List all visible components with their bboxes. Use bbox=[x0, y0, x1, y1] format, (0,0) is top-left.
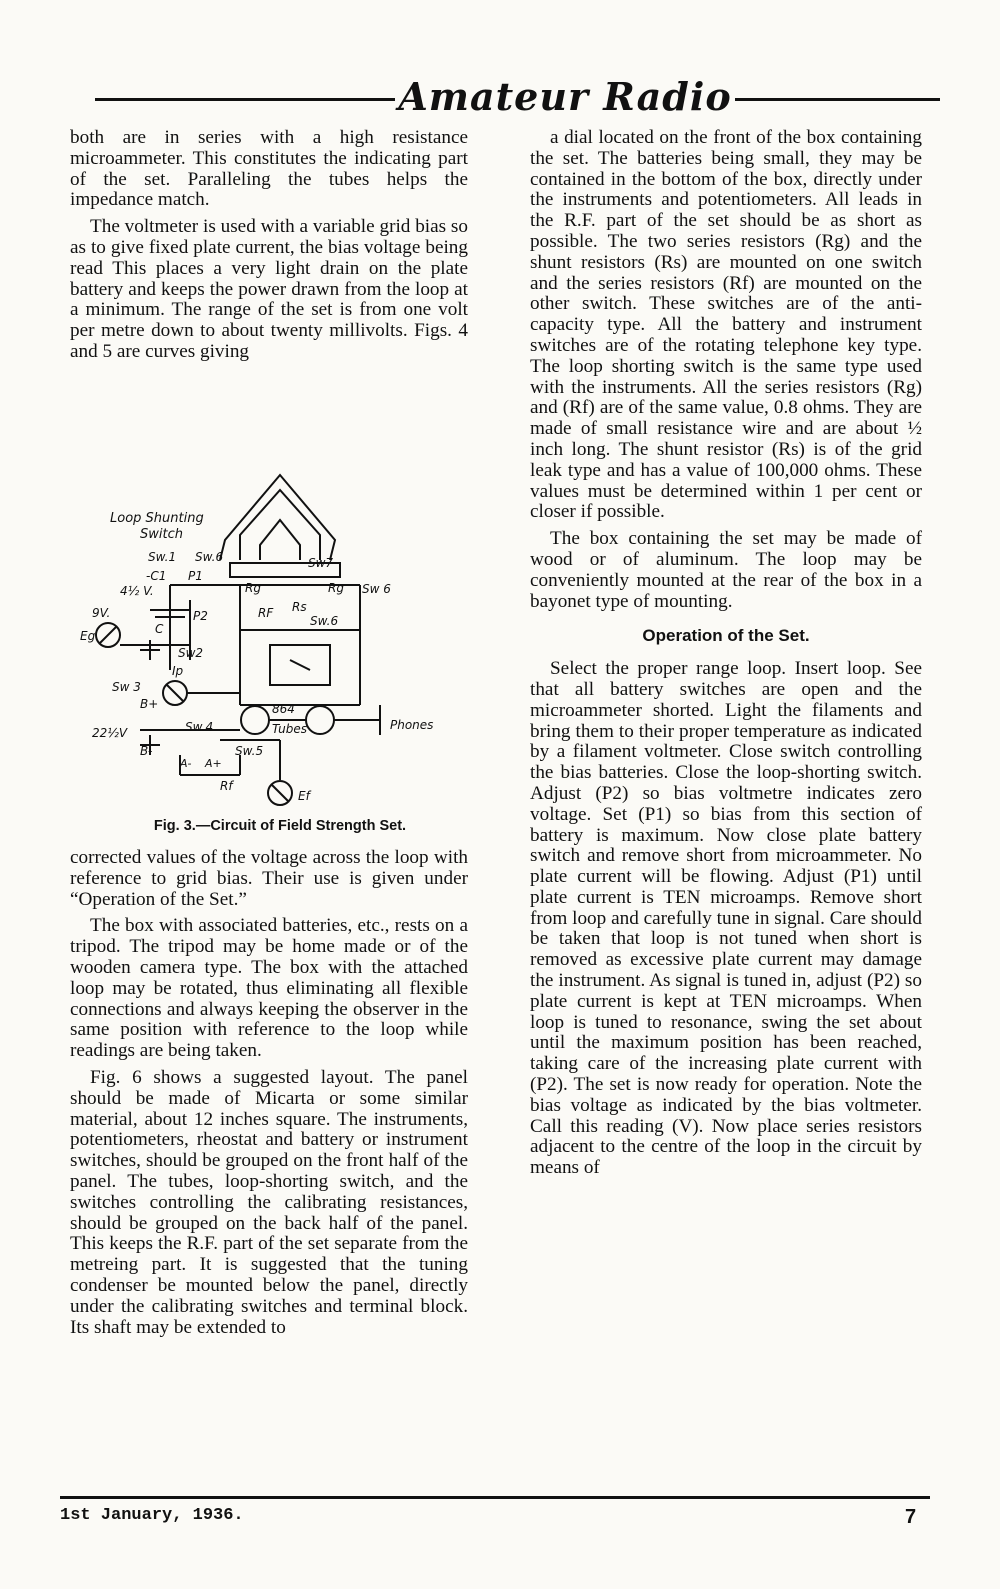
paragraph: Select the proper range loop. Insert loop. See that all battery switches are open and the microammeter shorted. Light the filaments and bring them to their proper temperature as indicated by a filament voltmeter. Close switch controlling the bias batteries. Close the loop-shorting switch. Adjust (P2) so bias voltmetre indicates zero voltage. Set (P1) so bias from this section of battery is maximum. Now close plate battery switch and remove short from microammeter. No plate current will be flowing. Adjust (P1) until plate current is TEN microamps. Remove short from loop and carefully tune in signal. Care should be taken that loop is not tuned when short is removed as excessive plate current may damage the instrument. As signal is tuned in, adjust (P2) so plate current is kept at TEN microamps. When loop is tuned to resonance, swing the set about until the maximum position has been reached, taking care of the increasing plate current with (P2). The set is now ready for operation. Note the bias voltage as indicated by the bias voltmeter. Call this reading (V). Now place series resistors adjacent to the centre of the loop in the circuit by means of bbox=[530, 658, 922, 1179]
label-sw3: Sw 3 bbox=[112, 680, 141, 694]
section-heading: Operation of the Set. bbox=[642, 626, 810, 646]
loop-outer bbox=[220, 475, 335, 560]
paragraph: a dial located on the front of the box containing the set. The batteries being small, they may be contained in the bottom of the box, directly under the instruments and potentiometers. All leads in the R.F. part of the set should be as short as possible. The two series resistors (Rg) and the shunt resistors (Rs) are mounted on one switch and the series resistors (Rf) are mounted on the other switch. These switches are of the anti-capacity type. All the battery and instrument switches are of the rotating telephone key type. The loop shorting switch is the same type used with the instruments. All the series resistors (Rg) and (Rf) are of the same value, 0.8 ohms. They are made of small resistance wire and are about ½ inch long. The shunt resistor (Rs) is of the grid leak type and has a value of 100,000 ohms. These values must be determined within 1 per cent or closer if possible. bbox=[530, 127, 922, 523]
label-rg1: Rg bbox=[245, 581, 261, 595]
label-p2: P2 bbox=[193, 609, 208, 623]
masthead-title: Amateur Radio bbox=[398, 74, 732, 119]
paragraph: both are in series with a high resistance microammeter. This constitutes the indicating part of the set. Paralleling the tubes helps the impedance match. bbox=[70, 127, 468, 211]
label-b-minus: B- bbox=[140, 744, 153, 758]
label-ef: Ef bbox=[298, 789, 310, 803]
masthead-rule-left bbox=[95, 98, 395, 101]
paragraph: The box with associated batteries, etc., rests on a tripod. The tripod may be home made or of the wooden camera type. The box with the attached loop may be rotated, thus eliminating all flexible connections and always keeping the observer in the same position with reference to the loop while readings are being taken. bbox=[70, 915, 468, 1062]
label-a-minus: A- bbox=[180, 757, 192, 770]
loop-inner bbox=[260, 520, 300, 560]
label-sw5: Sw.5 bbox=[235, 744, 264, 758]
tube-left bbox=[241, 706, 269, 734]
label-tubes: Tubes bbox=[272, 722, 307, 736]
label-sw4: Sw.4 bbox=[185, 720, 214, 734]
label-rf2: Rf bbox=[220, 779, 233, 793]
right-column bbox=[530, 128, 922, 1185]
left-column-bottom bbox=[70, 848, 468, 1344]
footer-rule bbox=[60, 1496, 930, 1499]
tube-right bbox=[306, 706, 334, 734]
label-22-5v: 22½V bbox=[92, 726, 128, 740]
paragraph: corrected values of the voltage across the loop with reference to grid bias. Their use is given under “Operation of the Set.” bbox=[70, 847, 468, 910]
label-loop-shunting: Loop Shunting bbox=[110, 511, 204, 526]
masthead-rule-right bbox=[735, 98, 940, 101]
label-sw7: Sw7 bbox=[308, 556, 334, 570]
label-p1: P1 bbox=[188, 569, 203, 583]
label-sw6a: Sw.6 bbox=[195, 550, 224, 564]
label-sw6b: Sw 6 bbox=[362, 582, 391, 596]
page-number: 7 bbox=[905, 1506, 917, 1528]
label-sw2: Sw2 bbox=[178, 646, 204, 660]
label-a-plus: A+ bbox=[205, 757, 222, 770]
masthead bbox=[95, 70, 940, 120]
label-sw1: Sw.1 bbox=[148, 550, 177, 564]
label-4-5v: 4½ V. bbox=[120, 584, 154, 598]
label-phones: Phones bbox=[390, 718, 434, 732]
label-864: 864 bbox=[272, 702, 295, 716]
circuit-diagram bbox=[80, 435, 480, 815]
left-column-top bbox=[70, 128, 468, 369]
label-switch: Switch bbox=[140, 527, 183, 542]
label-rs: Rs bbox=[292, 600, 307, 614]
label-9v: 9V. bbox=[92, 606, 111, 620]
paragraph: The box containing the set may be made of wood or of aluminum. The loop may be conveniently mounted at the rear of the box in a bayonet type of mounting. bbox=[530, 528, 922, 612]
label-rg2: Rg bbox=[328, 581, 344, 595]
circuit-figure bbox=[80, 435, 480, 815]
paragraph: The voltmeter is used with a variable grid bias so as to give fixed plate current, the bias voltage being read This places a very light drain on the plate battery and keeps the power drawn from the loop at a minimum. The range of the set is from one volt per metre down to about twenty millivolts. Figs. 4 and 5 are curves giving bbox=[70, 216, 468, 362]
label-rf1: RF bbox=[258, 606, 274, 620]
footer-date: 1st January, 1936. bbox=[60, 1506, 244, 1525]
label-ip: Ip bbox=[172, 664, 184, 678]
label-sw6c: Sw.6 bbox=[310, 614, 339, 628]
label-c: C bbox=[155, 622, 164, 636]
label-c1: -C1 bbox=[146, 569, 167, 583]
paragraph: Fig. 6 shows a suggested layout. The panel should be made of Micarta or some similar material, about 12 inches square. The instruments, potentiometers, rheostat and battery or instrument switches, should be grouped on the front half of the panel. The tubes, loop-shorting switch, and the switches controlling the calibrating resistances, should be grouped on the back half of the panel. This keeps the R.F. part of the set separate from the metreing part. It is suggested that the tuning condenser be mounted below the panel, directly under the calibrating switches and terminal block. Its shaft may be extended to bbox=[70, 1066, 468, 1338]
label-eg: Eg bbox=[80, 629, 96, 643]
label-b-plus: B+ bbox=[140, 697, 159, 711]
figure-caption: Fig. 3.—Circuit of Field Strength Set. bbox=[153, 818, 407, 834]
